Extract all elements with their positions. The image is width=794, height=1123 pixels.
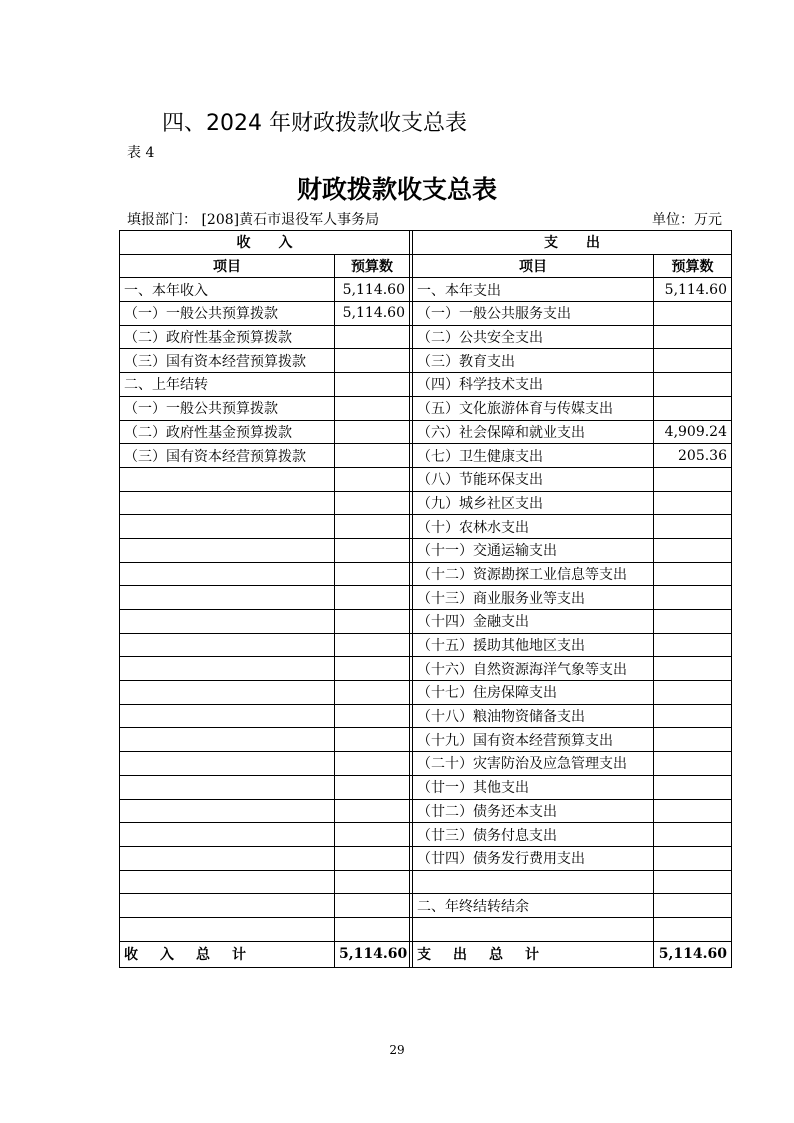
table-row bbox=[120, 349, 732, 373]
table-row bbox=[120, 562, 732, 586]
income-item-cell bbox=[120, 917, 335, 941]
table-number: 表 4 bbox=[127, 145, 155, 161]
table-row bbox=[120, 491, 732, 515]
income-budget-header: 预算数 bbox=[335, 254, 410, 278]
income-value-cell bbox=[335, 728, 410, 752]
table-row bbox=[120, 325, 732, 349]
table-title: 财政拨款收支总表 bbox=[296, 175, 497, 204]
table-row bbox=[120, 870, 732, 894]
expense-total-label: 支 出 总 计 bbox=[413, 941, 654, 967]
table-row bbox=[120, 704, 732, 728]
expense-header: 支 出 bbox=[413, 231, 732, 255]
income-value-cell bbox=[335, 870, 410, 894]
income-value-cell bbox=[335, 681, 410, 705]
expense-item-cell: （十九）国有资本经营预算支出 bbox=[413, 728, 654, 752]
income-item-cell bbox=[120, 515, 335, 539]
expense-value-cell bbox=[654, 538, 732, 562]
table-row bbox=[120, 633, 732, 657]
expense-value-cell: 5,114.60 bbox=[654, 278, 732, 302]
table-row bbox=[120, 420, 732, 444]
expense-item-cell: （十四）金融支出 bbox=[413, 610, 654, 634]
expense-value-cell bbox=[654, 704, 732, 728]
expense-item-cell: 一、本年支出 bbox=[413, 278, 654, 302]
expense-value-cell bbox=[654, 870, 732, 894]
income-header: 收 入 bbox=[120, 231, 410, 255]
income-item-header: 项目 bbox=[120, 254, 335, 278]
table-row bbox=[120, 728, 732, 752]
expense-item-cell: （廿一）其他支出 bbox=[413, 775, 654, 799]
income-value-cell: 5,114.60 bbox=[335, 278, 410, 302]
income-value-cell bbox=[335, 775, 410, 799]
income-value-cell bbox=[335, 610, 410, 634]
expense-item-cell: （五）文化旅游体育与传媒支出 bbox=[413, 396, 654, 420]
expense-item-cell: （十）农林水支出 bbox=[413, 515, 654, 539]
income-value-cell bbox=[335, 799, 410, 823]
table-row bbox=[120, 917, 732, 941]
income-item-cell bbox=[120, 823, 335, 847]
income-value-cell bbox=[335, 373, 410, 397]
table-row bbox=[120, 538, 732, 562]
budget-table bbox=[119, 230, 732, 968]
table-row bbox=[120, 467, 732, 491]
income-value-cell bbox=[335, 917, 410, 941]
income-total-label: 收 入 总 计 bbox=[120, 941, 335, 967]
expense-item-cell: （七）卫生健康支出 bbox=[413, 444, 654, 468]
expense-item-cell: （廿三）债务付息支出 bbox=[413, 823, 654, 847]
page-number: 29 bbox=[389, 1043, 405, 1057]
table-row bbox=[120, 752, 732, 776]
income-value-cell bbox=[335, 752, 410, 776]
income-item-cell bbox=[120, 799, 335, 823]
expense-item-cell: 二、年终结转结余 bbox=[413, 894, 654, 918]
expense-item-cell: （十七）住房保障支出 bbox=[413, 681, 654, 705]
section-heading: 四、2024 年财政拨款收支总表 bbox=[162, 111, 467, 136]
income-value-cell bbox=[335, 491, 410, 515]
expense-value-cell: 4,909.24 bbox=[654, 420, 732, 444]
expense-value-cell bbox=[654, 325, 732, 349]
income-item-cell bbox=[120, 870, 335, 894]
table-row bbox=[120, 515, 732, 539]
expense-item-cell: （一）一般公共服务支出 bbox=[413, 302, 654, 326]
table-row bbox=[120, 681, 732, 705]
income-value-cell bbox=[335, 633, 410, 657]
income-item-cell bbox=[120, 491, 335, 515]
expense-value-cell bbox=[654, 917, 732, 941]
expense-value-cell bbox=[654, 681, 732, 705]
expense-item-cell: （三）教育支出 bbox=[413, 349, 654, 373]
income-total-value: 5,114.60 bbox=[335, 941, 410, 967]
income-item-cell bbox=[120, 681, 335, 705]
income-item-cell bbox=[120, 846, 335, 870]
expense-value-cell bbox=[654, 349, 732, 373]
expense-value-cell bbox=[654, 586, 732, 610]
income-value-cell bbox=[335, 894, 410, 918]
expense-value-cell bbox=[654, 846, 732, 870]
expense-item-cell: （廿四）债务发行费用支出 bbox=[413, 846, 654, 870]
table-row bbox=[120, 396, 732, 420]
expense-item-cell: （十八）粮油物资储备支出 bbox=[413, 704, 654, 728]
table-row bbox=[120, 444, 732, 468]
income-item-cell bbox=[120, 610, 335, 634]
income-item-cell: （三）国有资本经营预算拨款 bbox=[120, 349, 335, 373]
expense-value-cell bbox=[654, 633, 732, 657]
income-value-cell bbox=[335, 325, 410, 349]
table-row bbox=[120, 799, 732, 823]
expense-item-cell: （二十）灾害防治及应急管理支出 bbox=[413, 752, 654, 776]
income-item-cell: （一）一般公共预算拨款 bbox=[120, 396, 335, 420]
expense-value-cell bbox=[654, 894, 732, 918]
total-row bbox=[120, 941, 732, 967]
expense-item-cell: （八）节能环保支出 bbox=[413, 467, 654, 491]
income-value-cell bbox=[335, 444, 410, 468]
expense-value-cell bbox=[654, 467, 732, 491]
income-item-cell: （三）国有资本经营预算拨款 bbox=[120, 444, 335, 468]
income-item-cell: （二）政府性基金预算拨款 bbox=[120, 420, 335, 444]
income-value-cell bbox=[335, 562, 410, 586]
income-item-cell bbox=[120, 775, 335, 799]
table-row bbox=[120, 373, 732, 397]
income-item-cell: （一）一般公共预算拨款 bbox=[120, 302, 335, 326]
income-value-cell bbox=[335, 823, 410, 847]
expense-value-cell bbox=[654, 491, 732, 515]
expense-item-cell: （十三）商业服务业等支出 bbox=[413, 586, 654, 610]
expense-value-cell bbox=[654, 562, 732, 586]
income-value-cell bbox=[335, 704, 410, 728]
income-item-cell bbox=[120, 728, 335, 752]
income-item-cell bbox=[120, 562, 335, 586]
expense-item-cell: （六）社会保障和就业支出 bbox=[413, 420, 654, 444]
expense-value-cell bbox=[654, 610, 732, 634]
table-row bbox=[120, 586, 732, 610]
expense-value-cell: 205.36 bbox=[654, 444, 732, 468]
expense-item-header: 项目 bbox=[413, 254, 654, 278]
expense-value-cell bbox=[654, 515, 732, 539]
income-item-cell: 一、本年收入 bbox=[120, 278, 335, 302]
expense-item-cell: （十五）援助其他地区支出 bbox=[413, 633, 654, 657]
expense-item-cell bbox=[413, 917, 654, 941]
income-value-cell bbox=[335, 467, 410, 491]
unit-label: 单位：万元 bbox=[652, 212, 722, 228]
expense-item-cell bbox=[413, 870, 654, 894]
table-row bbox=[120, 823, 732, 847]
income-item-cell bbox=[120, 894, 335, 918]
expense-value-cell bbox=[654, 823, 732, 847]
income-value-cell bbox=[335, 586, 410, 610]
expense-value-cell bbox=[654, 396, 732, 420]
income-item-cell: （二）政府性基金预算拨款 bbox=[120, 325, 335, 349]
table-row bbox=[120, 894, 732, 918]
expense-item-cell: （九）城乡社区支出 bbox=[413, 491, 654, 515]
expense-item-cell: （廿二）债务还本支出 bbox=[413, 799, 654, 823]
expense-value-cell bbox=[654, 775, 732, 799]
income-value-cell bbox=[335, 420, 410, 444]
income-item-cell bbox=[120, 657, 335, 681]
income-value-cell bbox=[335, 538, 410, 562]
expense-item-cell: （十六）自然资源海洋气象等支出 bbox=[413, 657, 654, 681]
expense-value-cell bbox=[654, 373, 732, 397]
expense-budget-header: 预算数 bbox=[654, 254, 732, 278]
income-item-cell bbox=[120, 633, 335, 657]
expense-value-cell bbox=[654, 752, 732, 776]
table-row bbox=[120, 302, 732, 326]
expense-value-cell bbox=[654, 302, 732, 326]
income-item-cell bbox=[120, 752, 335, 776]
table-row bbox=[120, 846, 732, 870]
table-row bbox=[120, 610, 732, 634]
income-item-cell bbox=[120, 467, 335, 491]
income-value-cell bbox=[335, 396, 410, 420]
reporting-department: 填报部门： [208]黄石市退役军人事务局 bbox=[127, 212, 380, 228]
income-value-cell bbox=[335, 657, 410, 681]
expense-item-cell: （十二）资源勘探工业信息等支出 bbox=[413, 562, 654, 586]
expense-item-cell: （四）科学技术支出 bbox=[413, 373, 654, 397]
income-item-cell bbox=[120, 538, 335, 562]
income-value-cell bbox=[335, 515, 410, 539]
expense-item-cell: （二）公共安全支出 bbox=[413, 325, 654, 349]
expense-value-cell bbox=[654, 657, 732, 681]
expense-value-cell bbox=[654, 799, 732, 823]
income-item-cell bbox=[120, 586, 335, 610]
income-item-cell: 二、上年结转 bbox=[120, 373, 335, 397]
expense-value-cell bbox=[654, 728, 732, 752]
income-value-cell: 5,114.60 bbox=[335, 302, 410, 326]
expense-item-cell: （十一）交通运输支出 bbox=[413, 538, 654, 562]
income-value-cell bbox=[335, 846, 410, 870]
table-row bbox=[120, 278, 732, 302]
income-item-cell bbox=[120, 704, 335, 728]
income-value-cell bbox=[335, 349, 410, 373]
table-row bbox=[120, 657, 732, 681]
table-row bbox=[120, 775, 732, 799]
expense-total-value: 5,114.60 bbox=[654, 941, 732, 967]
